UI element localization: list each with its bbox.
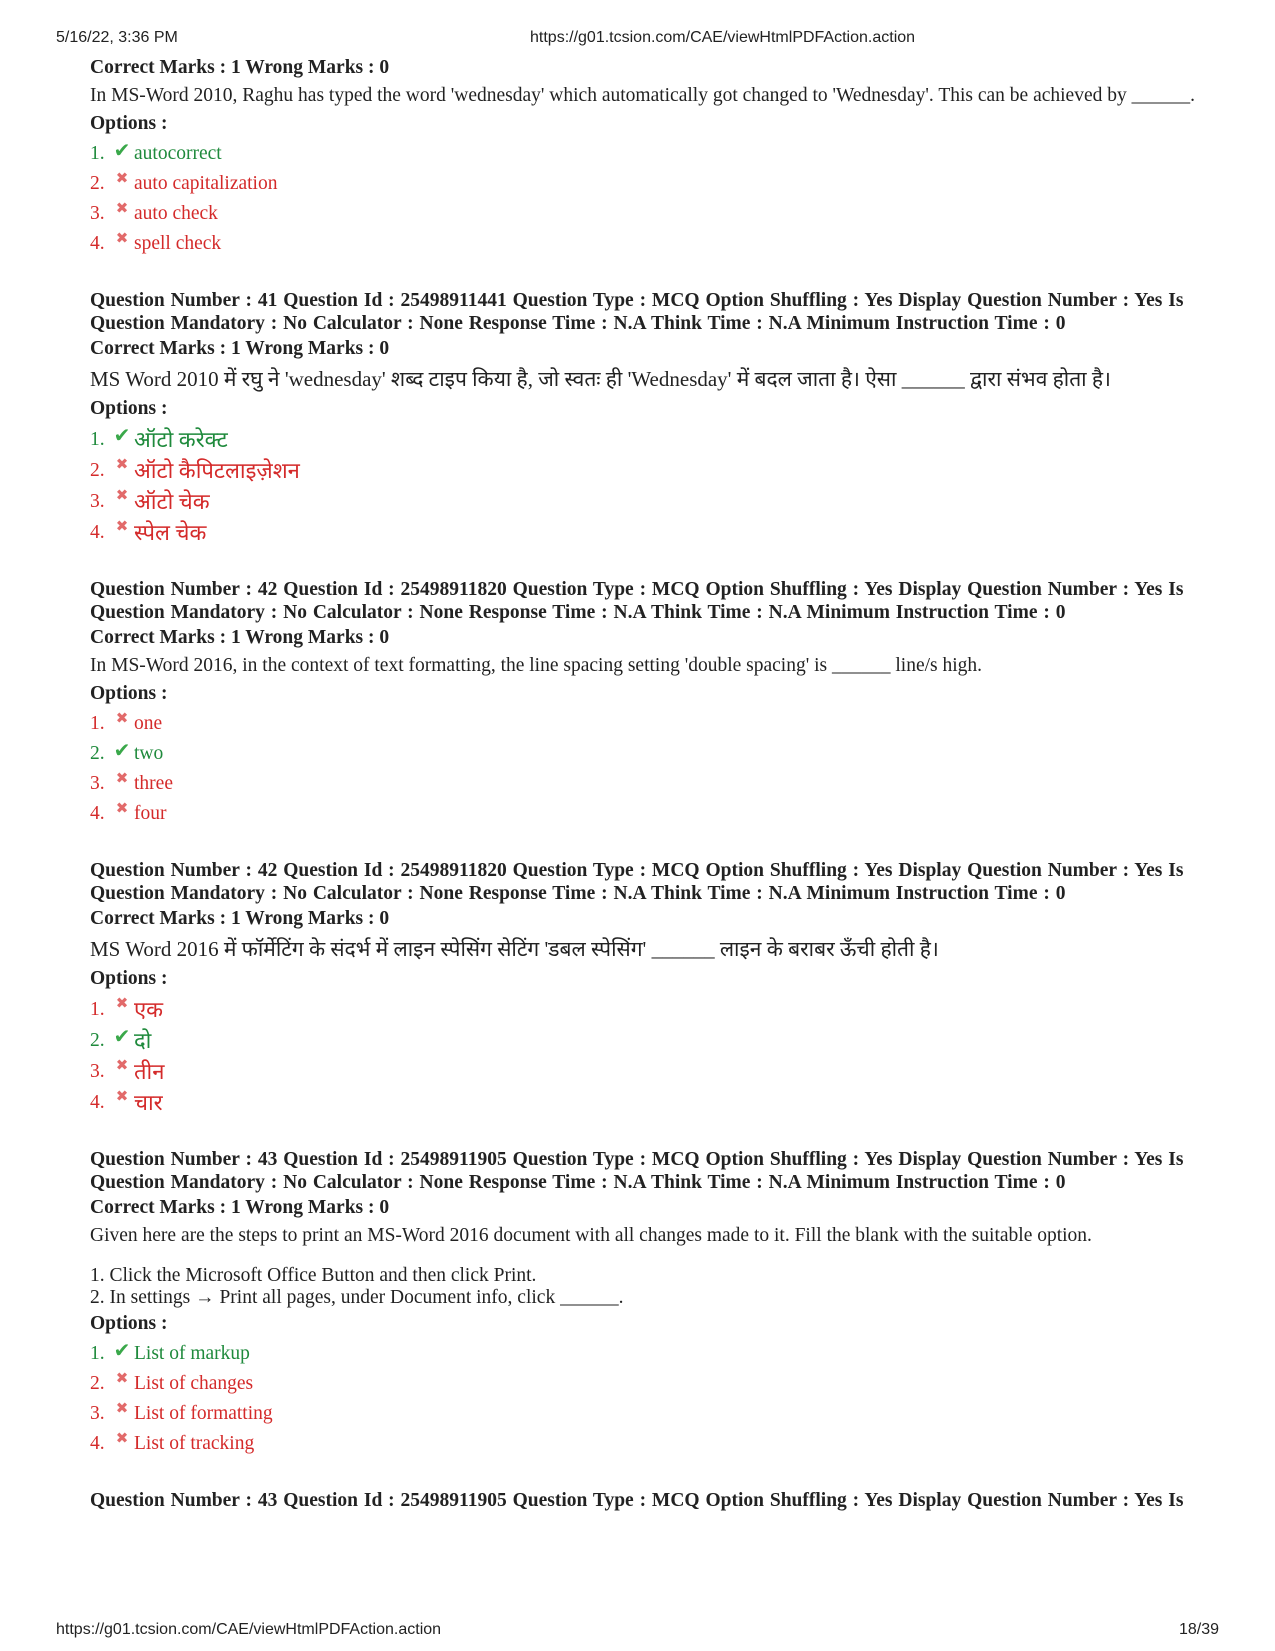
option-text: three: [134, 773, 173, 794]
option-text: spell check: [134, 233, 222, 254]
print-header-url: https://g01.tcsion.com/CAE/viewHtmlPDFAction.action: [530, 29, 916, 46]
cross-icon: ✖: [115, 169, 129, 187]
option-wrong: [90, 1399, 1210, 1429]
question-text: MS Word 2016 में फॉर्मेटिंग के संदर्भ में लाइन स्पेसिंग सेटिंग 'डबल स्पेसिंग' ______ लाइन के बराबर ऊँची होती है।: [90, 937, 939, 961]
cross-icon: ✖: [115, 517, 129, 535]
question-marks: Correct Marks : 1 Wrong Marks : 0: [90, 1197, 390, 1218]
question-meta: Question Number : 43 Question Id : 25498911905 Question Type : MCQ Option Shuffling : Yes Display Question Number : Yes Is: [90, 1149, 1184, 1170]
option-text: ऑटो कैपिटलाइज़ेशन: [134, 458, 300, 483]
option-number: 4.: [90, 522, 105, 543]
question-marks: Correct Marks : 1 Wrong Marks : 0: [90, 57, 390, 78]
question-text: In MS-Word 2016, in the context of text formatting, the line spacing setting 'double spacing' is ______ line/s high.: [90, 655, 983, 676]
cross-icon: ✖: [115, 1056, 129, 1074]
options-list: [90, 709, 1210, 829]
question-content: [90, 56, 1210, 1512]
option-wrong: [90, 1429, 1210, 1459]
option-wrong: [90, 1369, 1210, 1399]
option-wrong: [90, 1087, 1210, 1118]
option-text: एक: [134, 997, 164, 1022]
print-footer-url: https://g01.tcsion.com/CAE/viewHtmlPDFAction.action: [56, 1621, 442, 1638]
cross-icon: ✖: [115, 486, 129, 504]
option-text: दो: [134, 1028, 152, 1053]
question-meta: Question Mandatory : No Calculator : None Response Time : N.A Think Time : N.A Minimum Instruction Time : 0: [90, 883, 1066, 904]
option-wrong: [90, 455, 1210, 486]
option-number: 3.: [90, 491, 105, 512]
option-wrong: [90, 517, 1210, 548]
option-number: 1.: [90, 143, 105, 164]
checkmark-icon: ✔: [113, 1338, 131, 1362]
checkmark-icon: ✔: [113, 138, 131, 162]
option-number: 2.: [90, 743, 105, 764]
options-list: [90, 424, 1210, 548]
print-footer: [0, 1621, 1275, 1643]
question-block: [90, 1489, 1210, 1512]
option-number: 1.: [90, 429, 105, 450]
option-number: 3.: [90, 1403, 105, 1424]
option-text: चार: [134, 1090, 163, 1115]
checkmark-icon: ✔: [113, 1024, 131, 1048]
option-text: auto capitalization: [134, 173, 278, 194]
cross-icon: ✖: [115, 769, 129, 787]
cross-icon: ✖: [115, 799, 129, 817]
print-datetime: 5/16/22, 3:36 PM: [56, 29, 178, 46]
question-meta: Question Number : 42 Question Id : 25498911820 Question Type : MCQ Option Shuffling : Yes Display Question Number : Yes Is: [90, 579, 1184, 600]
options-label: Options :: [90, 968, 168, 989]
option-number: 2.: [90, 173, 105, 194]
option-number: 2.: [90, 460, 105, 481]
option-number: 4.: [90, 233, 105, 254]
option-number: 4.: [90, 1433, 105, 1454]
cross-icon: ✖: [115, 1429, 129, 1447]
option-number: 3.: [90, 773, 105, 794]
checkmark-icon: ✔: [113, 738, 131, 762]
option-text: two: [134, 743, 164, 764]
option-wrong: [90, 769, 1210, 799]
options-list: [90, 994, 1210, 1118]
options-list: [90, 139, 1210, 259]
option-text: List of formatting: [134, 1403, 273, 1424]
option-text: List of tracking: [134, 1433, 255, 1454]
cross-icon: ✖: [115, 709, 129, 727]
question-block: [90, 56, 1210, 259]
step-1: 1. Click the Microsoft Office Button and then click Print.: [90, 1265, 537, 1286]
option-number: 4.: [90, 1092, 105, 1113]
options-label: Options :: [90, 683, 168, 704]
cross-icon: ✖: [115, 1399, 129, 1417]
question-steps: [90, 1265, 1210, 1309]
question-meta: Question Mandatory : No Calculator : None Response Time : N.A Think Time : N.A Minimum Instruction Time : 0: [90, 602, 1066, 623]
option-number: 1.: [90, 1343, 105, 1364]
options-label: Options :: [90, 113, 168, 134]
page-number: 18/39: [1178, 1621, 1219, 1638]
question-marks: Correct Marks : 1 Wrong Marks : 0: [90, 338, 390, 359]
option-number: 3.: [90, 1061, 105, 1082]
option-wrong: [90, 199, 1210, 229]
option-number: 3.: [90, 203, 105, 224]
option-number: 2.: [90, 1030, 105, 1051]
option-wrong: [90, 169, 1210, 199]
option-correct: [90, 424, 1210, 455]
option-wrong: [90, 1056, 1210, 1087]
option-text: autocorrect: [134, 143, 222, 164]
cross-icon: ✖: [115, 229, 129, 247]
option-wrong: [90, 229, 1210, 259]
question-text: MS Word 2010 में रघु ने 'wednesday' शब्द टाइप किया है, जो स्वतः ही 'Wednesday' में बदल जाता है। ऐसा ______ द्वारा संभव होता है।: [90, 367, 1111, 391]
cross-icon: ✖: [115, 199, 129, 217]
option-text: List of changes: [134, 1373, 254, 1394]
options-label: Options :: [90, 398, 168, 419]
question-meta: Question Mandatory : No Calculator : None Response Time : N.A Think Time : N.A Minimum Instruction Time : 0: [90, 1172, 1066, 1193]
cross-icon: ✖: [115, 455, 129, 473]
cross-icon: ✖: [115, 1369, 129, 1387]
options-list: [90, 1339, 1210, 1459]
question-meta: Question Number : 41 Question Id : 25498911441 Question Type : MCQ Option Shuffling : Yes Display Question Number : Yes Is: [90, 290, 1184, 311]
option-text: ऑटो करेक्ट: [134, 427, 228, 452]
cross-icon: ✖: [115, 994, 129, 1012]
option-text: ऑटो चेक: [134, 489, 210, 514]
question-meta: Question Number : 42 Question Id : 25498911820 Question Type : MCQ Option Shuffling : Yes Display Question Number : Yes Is: [90, 860, 1184, 881]
option-number: 2.: [90, 1373, 105, 1394]
question-meta: Question Mandatory : No Calculator : None Response Time : N.A Think Time : N.A Minimum Instruction Time : 0: [90, 313, 1066, 334]
options-label: Options :: [90, 1313, 168, 1334]
question-block: [90, 1148, 1210, 1459]
option-number: 1.: [90, 713, 105, 734]
option-wrong: [90, 709, 1210, 739]
option-number: 1.: [90, 999, 105, 1020]
option-correct: [90, 1339, 1210, 1369]
option-text: auto check: [134, 203, 218, 224]
option-correct: [90, 739, 1210, 769]
question-block: [90, 859, 1210, 1118]
option-correct: [90, 139, 1210, 169]
question-block: [90, 578, 1210, 829]
option-text: four: [134, 803, 167, 824]
checkmark-icon: ✔: [113, 423, 131, 447]
question-text: In MS-Word 2010, Raghu has typed the word 'wednesday' which automatically got changed to 'Wednesday'. This can be achieved by ______.: [90, 85, 1195, 106]
step-2: 2. In settings → Print all pages, under Document info, click ______.: [90, 1287, 624, 1308]
option-correct: [90, 1025, 1210, 1056]
option-number: 4.: [90, 803, 105, 824]
question-marks: Correct Marks : 1 Wrong Marks : 0: [90, 908, 390, 929]
option-text: List of markup: [134, 1343, 250, 1364]
print-header: [0, 29, 1275, 51]
question-marks: Correct Marks : 1 Wrong Marks : 0: [90, 627, 390, 648]
question-text: Given here are the steps to print an MS-Word 2016 document with all changes made to it. Fill the blank with the suitable option.: [90, 1225, 1092, 1246]
option-wrong: [90, 799, 1210, 829]
cross-icon: ✖: [115, 1087, 129, 1105]
question-block: [90, 289, 1210, 548]
option-text: स्पेल चेक: [134, 520, 207, 545]
option-wrong: [90, 486, 1210, 517]
option-wrong: [90, 994, 1210, 1025]
option-text: तीन: [134, 1059, 165, 1084]
question-meta: Question Number : 43 Question Id : 25498911905 Question Type : MCQ Option Shuffling : Yes Display Question Number : Yes Is: [90, 1490, 1184, 1511]
option-text: one: [134, 713, 163, 734]
